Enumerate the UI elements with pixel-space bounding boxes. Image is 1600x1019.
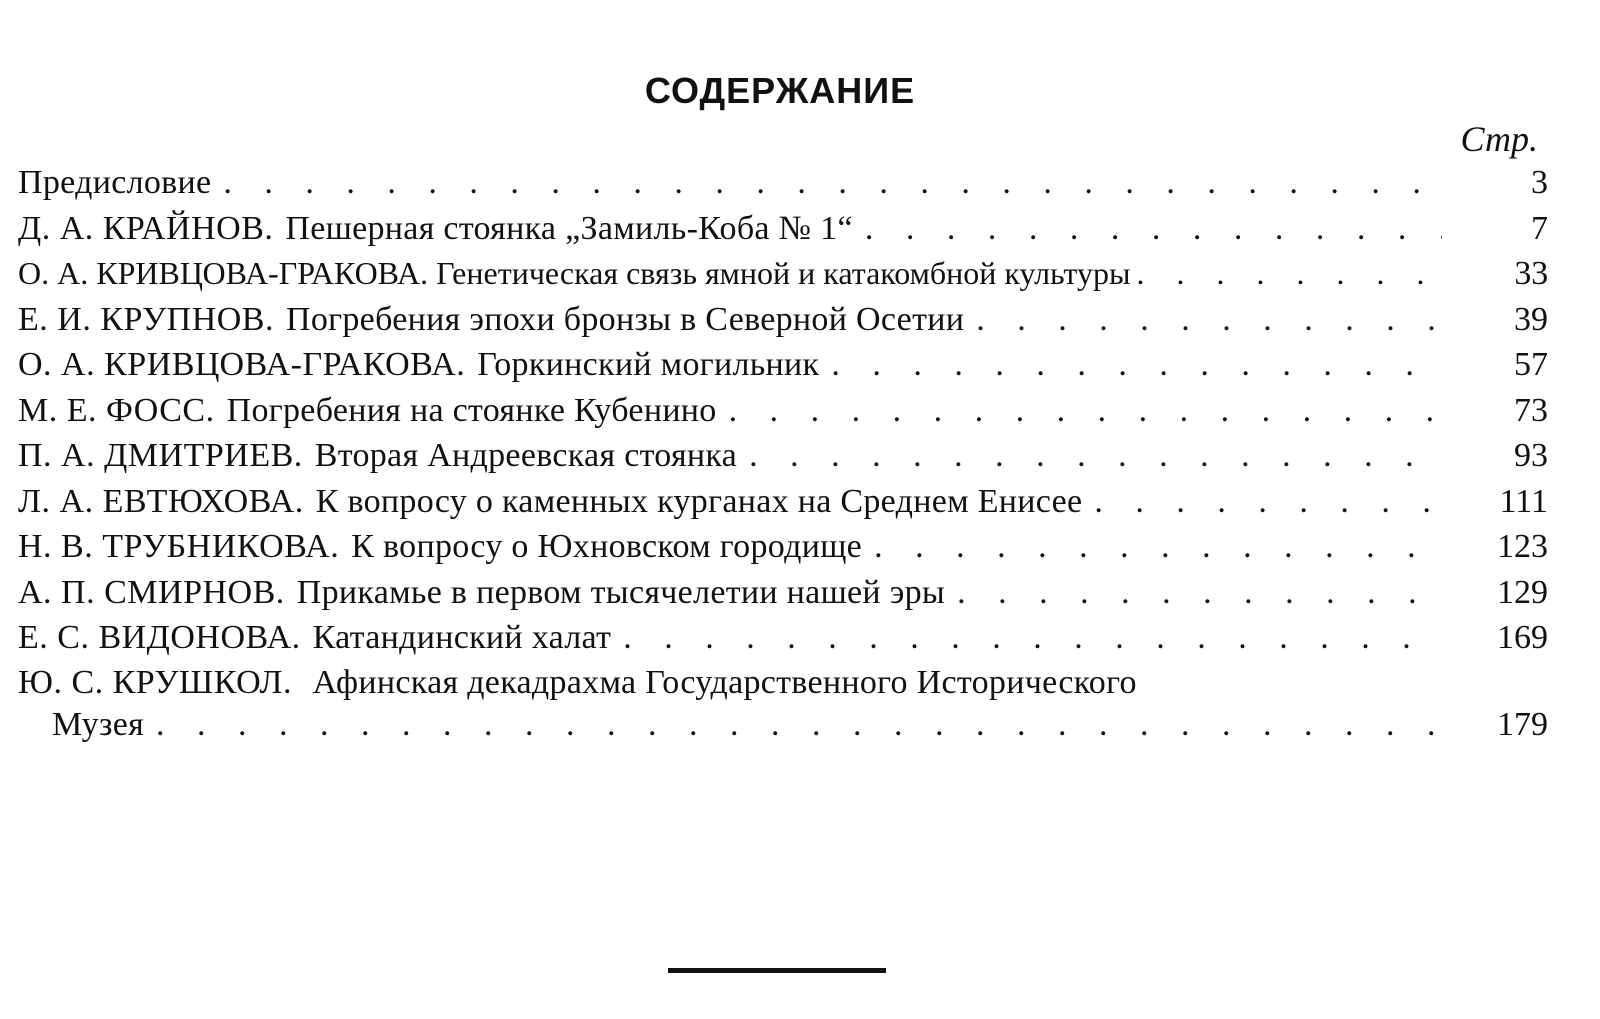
entry-page: 39 bbox=[1514, 300, 1548, 338]
dot-leader bbox=[874, 524, 1442, 569]
entry-author: Ю. С. КРУШКОЛ. bbox=[18, 663, 292, 701]
entry-page: 179 bbox=[1497, 705, 1548, 743]
dot-leader bbox=[957, 570, 1442, 615]
entry-line-1 bbox=[18, 661, 1548, 705]
dot-leader bbox=[865, 206, 1442, 251]
toc-entry bbox=[18, 206, 1548, 252]
entry-author: П. А. ДМИТРИЕВ. bbox=[18, 437, 303, 474]
toc-entry bbox=[18, 479, 1548, 525]
entry-title: Пешерная стоянка „Замиль-Коба № 1“ bbox=[285, 209, 853, 247]
page-column-label: Стр. bbox=[1460, 119, 1538, 159]
dot-leader bbox=[1136, 251, 1452, 296]
entry-title: Вторая Андреевская стоянка bbox=[314, 437, 738, 474]
entry-page: 3 bbox=[1531, 164, 1548, 201]
entry-page: 73 bbox=[1514, 391, 1548, 429]
entry-author: Е. И. КРУПНОВ. bbox=[18, 300, 274, 338]
entry-author: Д. А. КРАЙНОВ. bbox=[18, 209, 274, 247]
toc-entry bbox=[18, 160, 1548, 206]
dot-leader bbox=[976, 297, 1442, 342]
toc-entry bbox=[18, 388, 1548, 434]
entry-author: Н. В. ТРУБНИКОВА. bbox=[18, 528, 340, 565]
toc-heading: СОДЕРЖАНИЕ bbox=[644, 70, 916, 111]
toc-list bbox=[18, 160, 1548, 747]
entry-title: Генетическая связь ямной и катакомбной культуры bbox=[436, 255, 1131, 291]
entry-page: 57 bbox=[1514, 346, 1548, 383]
dot-leader bbox=[1094, 479, 1442, 524]
entry-title: Предисловие bbox=[18, 164, 212, 201]
toc-entry bbox=[18, 433, 1548, 479]
entry-title: Афинская декадрахма Государственного Исторического bbox=[312, 663, 1137, 701]
entry-page: 111 bbox=[1499, 482, 1548, 520]
toc-entry bbox=[18, 615, 1548, 661]
dot-leader bbox=[729, 388, 1442, 433]
entry-title: Погребения на стоянке Кубенино bbox=[226, 391, 717, 429]
entry-title: Катандинский халат bbox=[312, 619, 612, 656]
entry-page: 93 bbox=[1514, 437, 1548, 474]
entry-author: Л. А. ЕВТЮХОВА. bbox=[18, 482, 304, 520]
toc-entry bbox=[18, 524, 1548, 570]
toc-entry bbox=[18, 251, 1548, 297]
entry-title: К вопросу о Юхновском городище bbox=[351, 528, 863, 565]
dot-leader bbox=[156, 705, 1442, 745]
entry-page: 129 bbox=[1497, 573, 1548, 611]
entry-author: О. А. КРИВЦОВА-ГРАКОВА. bbox=[18, 255, 429, 291]
dot-leader bbox=[223, 160, 1442, 205]
entry-title-continued: Музея bbox=[52, 705, 145, 743]
dot-leader bbox=[749, 433, 1442, 478]
toc-entry bbox=[18, 297, 1548, 343]
dot-leader bbox=[623, 615, 1442, 660]
entry-page: 169 bbox=[1497, 619, 1548, 656]
toc-entry bbox=[18, 570, 1548, 616]
bottom-rule bbox=[668, 968, 886, 973]
entry-title: Погребения эпохи бронзы в Северной Осетии bbox=[285, 300, 965, 338]
entry-page: 123 bbox=[1497, 528, 1548, 565]
entry-author: О. А. КРИВЦОВА-ГРАКОВА. bbox=[18, 346, 466, 383]
entry-page: 33 bbox=[1514, 255, 1548, 292]
entry-page: 7 bbox=[1531, 209, 1548, 247]
toc-entry-multiline bbox=[18, 661, 1548, 747]
dot-leader bbox=[831, 342, 1442, 387]
toc-entry bbox=[18, 342, 1548, 388]
entry-author: М. Е. ФОСС. bbox=[18, 391, 215, 429]
entry-title: К вопросу о каменных курганах на Среднем Енисее bbox=[315, 482, 1083, 520]
entry-line-2 bbox=[18, 705, 1548, 747]
entry-title: Горкинский могильник bbox=[477, 346, 820, 383]
entry-author: Е. С. ВИДОНОВА. bbox=[18, 619, 301, 656]
entry-author: А. П. СМИРНОВ. bbox=[18, 573, 285, 611]
entry-title: Прикамье в первом тысячелетии нашей эры bbox=[296, 573, 946, 611]
